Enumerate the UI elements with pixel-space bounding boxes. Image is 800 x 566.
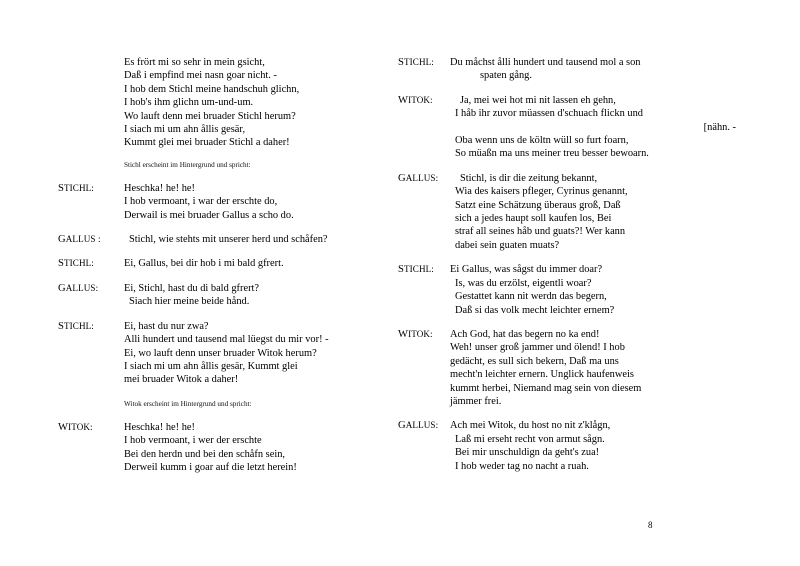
speech-lines [124, 282, 388, 309]
speech-lines [124, 182, 388, 222]
verse-line: Bei mir unschuldign da geht's zua! [455, 447, 600, 459]
verse-line: [nähn. - [703, 121, 736, 133]
speech-block [58, 282, 388, 309]
verse-line: Siach hier meine beide hånd. [129, 296, 250, 308]
speech-block [58, 421, 388, 475]
page-number: 8 [648, 520, 653, 530]
verse-line: I hob dem Stichl meine handschuh glichn, [124, 83, 300, 95]
speaker-label: GALLUS: [398, 172, 439, 184]
verse-line: Gestattet kann nit werdn das begern, [455, 291, 607, 303]
speech-block [398, 94, 758, 161]
speech-lines [450, 56, 758, 83]
verse-line: sich a jedes haupt soll kaufen los, Bei [455, 213, 612, 225]
verse-line: Ei, hast du nur zwa? [124, 320, 209, 332]
speaker-label: GALLUS : [58, 234, 101, 246]
verse-line: Es frört mi so sehr in mein gsicht, [124, 57, 265, 68]
verse-line: Heschka! he! he! [124, 421, 195, 433]
speech-block [398, 172, 758, 252]
left-text-column [58, 56, 388, 485]
verse-line: I hob's ihm glichn um-und-um. [124, 97, 254, 109]
stage-direction-witok: Witok erscheint im Hintergrund und spricht: [124, 399, 252, 408]
speaker-initial: S [58, 320, 64, 332]
verse-line: Wo lauft denn mei bruader Stichl herum? [124, 110, 296, 122]
speech-block [398, 328, 758, 408]
speech-lines [450, 419, 758, 473]
speaker-label: STICHL: [398, 264, 434, 276]
speaker-label: GALLUS: [58, 282, 99, 294]
verse-line: Ach mei Witok, du host no nit z'klågn, [450, 420, 611, 432]
verse-line: Ja, mei wei hot mi nit lassen eh gehn, [460, 94, 616, 106]
speaker-initial: S [398, 264, 404, 276]
verse-line: I hob vermoant, i war der erschte do, [124, 196, 278, 208]
speech-block [58, 233, 388, 246]
right-text-column [398, 56, 758, 484]
opening-monologue [124, 56, 388, 150]
speaker-label: STICHL: [398, 57, 434, 68]
speaker-initial: S [58, 182, 64, 194]
right-speeches [398, 56, 758, 473]
verse-line: I hob weder tag no nacht a ruah. [455, 460, 589, 472]
verse-line: mei bruader Witok a daher! [124, 374, 239, 386]
speaker-label: STICHL: [58, 258, 94, 270]
speaker-initial: G [398, 172, 406, 184]
verse-line: Daß si das volk mecht leichter ernem? [455, 304, 615, 316]
speech-lines [124, 421, 388, 475]
verse-line: Ei Gallus, was sågst du immer doar? [450, 264, 603, 276]
verse-line: Ei, wo lauft denn unser bruader Witok herum? [124, 347, 317, 359]
speech-lines [450, 172, 758, 252]
verse-line: jämmer frei. [450, 395, 502, 407]
speech-block [58, 320, 388, 387]
speaker-initial: G [58, 282, 66, 294]
speaker-initial: W [398, 94, 409, 106]
verse-line: Kummt glei mei bruader Stichl a daher! [124, 137, 290, 149]
verse-line: Laß mi erseht recht von armut sågn. [455, 433, 605, 445]
speech-block [398, 263, 758, 317]
verse-line: Weh! unser groß jammer und ölend! I hob [450, 342, 625, 354]
verse-line: Bei den herdn und bei den schåfn sein, [124, 448, 286, 460]
speech-block [398, 419, 758, 473]
speaker-initial: S [398, 57, 404, 68]
speech-block [58, 257, 388, 270]
speaker-label: WITOK: [398, 328, 433, 340]
verse-line: straf all seines håb und guats?! Wer kann [455, 226, 626, 238]
verse-line: Ei, Stichl, hast du di bald gfrert? [124, 282, 260, 294]
verse-line: Daß i empfind mei nasn goar nicht. - [124, 70, 277, 82]
speech-lines [124, 233, 388, 246]
verse-line: Wia des kaisers pfleger, Cyrinus genannt, [455, 186, 628, 198]
verse-line: Oba wenn uns de költn wüll so furt foarn, [455, 135, 629, 147]
verse-line: I siach mi um ahn ållis gesär, Kummt glei [124, 360, 298, 372]
verse-line: I håb ihr zuvor müassen d'schuach flickn und [455, 108, 643, 120]
left-speeches [58, 182, 388, 475]
speaker-initial: W [398, 328, 409, 340]
stage-direction-stichl: Stichl erscheint im Hintergrund und spricht: [124, 160, 251, 169]
verse-line: Stichl, is dir die zeitung bekannt, [460, 172, 598, 184]
verse-line: gedächt, es sull sich bekern, Daß ma uns [450, 355, 619, 367]
verse-line: I hob vermoant, i wer der erschte [124, 435, 262, 447]
verse-line: Alli hundert und tausend mal lüegst du mir vor! - [124, 334, 329, 346]
speaker-label: GALLUS: [398, 420, 439, 432]
speaker-label: STICHL: [58, 320, 94, 332]
speech-lines [450, 328, 758, 408]
verse-line: kummt herbei, Niemand mag sein von diesem [450, 382, 642, 394]
verse-line: I siach mi um ahn ållis gesär, [124, 124, 246, 136]
speaker-initial: W [58, 421, 69, 433]
speech-lines [450, 94, 758, 161]
speaker-initial: G [398, 420, 406, 432]
verse-line: Derweil kumm i goar auf die letzt herein! [124, 461, 297, 473]
speech-lines [124, 257, 388, 270]
speaker-label: STICHL: [58, 182, 94, 194]
speaker-initial: S [58, 258, 64, 270]
verse-line: dabei sein guaten muats? [455, 239, 560, 251]
verse-line: spaten gång. [480, 70, 532, 82]
verse-line: So müaßn ma uns meiner treu besser bewoarn. [455, 148, 649, 160]
speech-block [398, 56, 758, 83]
verse-line: Derwail is mei bruader Gallus a scho do. [124, 209, 294, 221]
speech-lines [124, 320, 388, 387]
verse-line: mecht'n leichter ernern. Unglick haufenweis [450, 369, 634, 381]
verse-line: Satzt eine Schätzung überaus groß, Daß [455, 199, 621, 211]
speech-block [58, 182, 388, 222]
verse-line: Stichl, wie stehts mit unserer herd und schåfen? [129, 234, 328, 246]
speaker-label: WITOK: [58, 421, 93, 433]
verse-line: Is, was du erzölst, eigentli woar? [455, 277, 592, 289]
verse-line: Du måchst ålli hundert und tausend mol a son [450, 57, 641, 68]
speaker-label: WITOK: [398, 94, 433, 106]
speech-lines [450, 263, 758, 317]
verse-line: Heschka! he! he! [124, 182, 195, 194]
verse-line: Ach God, hat das begern no ka end! [450, 328, 600, 340]
speaker-initial: G [58, 234, 66, 246]
verse-line: Ei, Gallus, bei dir hob i mi bald gfrert. [124, 258, 284, 270]
